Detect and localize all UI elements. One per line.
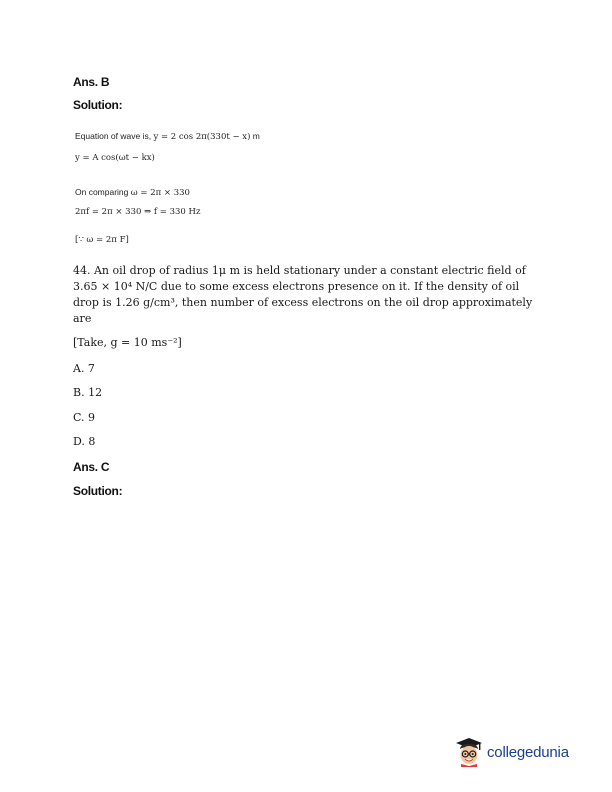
collegedunia-wordmark (487, 744, 569, 761)
frequency-derivation: 2πf = 2π × 330 ⇒ f = 330 Hz (75, 207, 201, 217)
option-a: A. 7 (73, 362, 95, 375)
solution-heading: Solution: (73, 98, 123, 112)
gravity-note: [Take, g = 10 ms⁻²] (73, 336, 182, 349)
option-b: B. 12 (73, 386, 103, 399)
logo-name: collegedunia (487, 743, 569, 761)
collegedunia-logo (455, 737, 569, 767)
solution-heading-2: Solution: (73, 484, 123, 498)
question-44: 44. An oil drop of radius 1μ m is held stationary under a constant electric field of 3.65 × 10⁴ N/C due to some excess electrons presence on it. If the density of oil drop is 1.26 g/cm³, then number of excess electrons on the oil drop approximately are (73, 264, 533, 325)
wave-equation-line (75, 124, 260, 143)
general-wave-equation: y = A cos(ωt − kx) (75, 153, 155, 163)
wave-equation-unit: m (250, 131, 260, 141)
previous-answer: Ans. B (73, 75, 110, 89)
angular-frequency-note: [∵ ω = 2π F] (75, 235, 129, 245)
answer-label: Ans. C (73, 460, 110, 474)
option-c: C. 9 (73, 411, 96, 424)
wave-equation-math: y = 2 cos 2π(330t − x) (153, 132, 251, 142)
wave-equation-prefix: Equation of wave is, (75, 131, 154, 141)
comparing-prefix: On comparing (75, 187, 131, 197)
graduate-avatar-icon (455, 737, 483, 767)
comparing-math: ω = 2π × 330 (130, 188, 190, 198)
option-d: D. 8 (73, 435, 96, 448)
comparing-line (75, 180, 190, 199)
